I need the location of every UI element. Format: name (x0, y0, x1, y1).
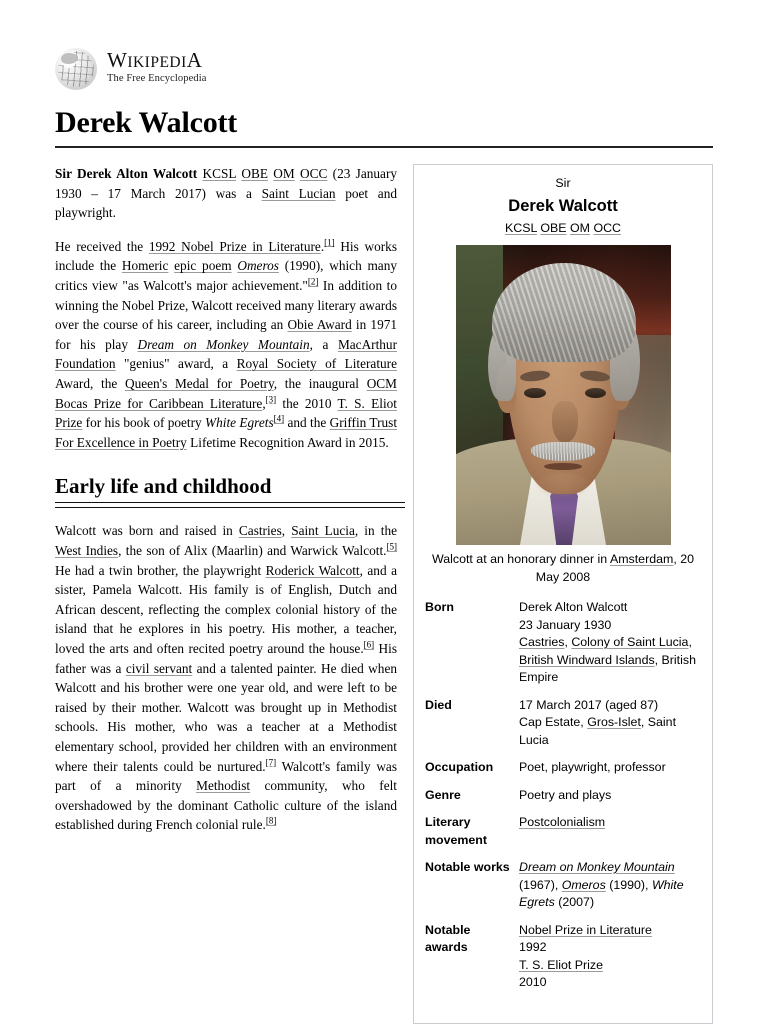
photo-eye-right (585, 388, 607, 399)
p2-s6: (1990), which many critics view "as Walcott's major achievement." (55, 258, 398, 293)
reference-link-8[interactable]: [8] (265, 815, 277, 826)
p2-s16: and the (284, 415, 330, 431)
born-sep-2: , (688, 635, 692, 649)
b-s10: community, who felt overshadowed by the dominant Catholic culture of the island established during French colonial rule. (55, 778, 397, 833)
p2-s7: In addition to winning the Nobel Prize, Walcott received many literary awards over the course of his career, including an (55, 277, 397, 333)
lead-link-saint-lucian[interactable]: Saint Lucian (261, 185, 336, 201)
wikipedia-globe-icon (55, 48, 97, 90)
link-ocm-bocas-prize[interactable]: OCM Bocas Prize for Caribbean Literature (55, 375, 397, 411)
reference-marker-8[interactable] (266, 816, 277, 826)
reference-marker-7[interactable] (266, 757, 277, 767)
wikipedia-wordmark (107, 48, 206, 84)
post-nominal-om[interactable]: OM (570, 220, 590, 235)
post-nominal-occ[interactable]: OCC (593, 220, 621, 235)
p2-s9: , a (309, 336, 338, 352)
b-s4: , the son of Alix (Maarlin) and Warwick Walcott. (118, 543, 387, 559)
award-link-ts-eliot-prize[interactable]: T. S. Eliot Prize (519, 957, 604, 972)
born-full-name: Derek Alton Walcott (519, 600, 628, 614)
p2-s14: the 2010 (276, 395, 338, 411)
section-paragraph-early-life (55, 521, 405, 835)
works-sep-2: (1990), (605, 877, 652, 892)
infobox-row-notable-works (414, 854, 712, 917)
infobox-value-genre: Poetry and plays (519, 787, 612, 802)
reference-marker-3[interactable] (266, 394, 277, 404)
portrait-photo-derek-walcott[interactable] (456, 245, 671, 545)
infobox-post-nominals (414, 216, 712, 246)
lead-paragraph-2 (55, 237, 405, 453)
article-columns (55, 164, 713, 989)
link-epic-poem[interactable]: epic poem (174, 258, 232, 274)
award-link-nobel-prize[interactable]: Nobel Prize in Literature (519, 922, 652, 937)
died-link-gros-islet[interactable]: Gros-Islet (587, 715, 641, 729)
works-sep-1: (1967), (519, 877, 562, 892)
link-west-indies[interactable]: West Indies (55, 543, 119, 559)
infobox-image-caption (414, 545, 712, 594)
infobox-image-cell (414, 245, 712, 545)
infobox (413, 164, 713, 1024)
caption-text-lead: Walcott at an honorary dinner in (432, 552, 610, 566)
link-royal-society-of-literature[interactable]: Royal Society of Literature (236, 356, 397, 372)
reference-marker-5[interactable] (387, 542, 398, 552)
link-queens-medal-for-poetry[interactable]: Queen's Medal for Poetry (124, 375, 274, 391)
photo-moustache (531, 442, 596, 462)
infobox-name: Derek Walcott (508, 196, 618, 215)
b-s9: Walcott's family was part of a minority (55, 758, 397, 794)
reference-marker-2[interactable] (308, 277, 319, 287)
caption-text-tail: , 20 May 2008 (535, 552, 694, 584)
section-heading-early-life: Early life and childhood (55, 474, 272, 499)
infobox-label-notable-works: Notable works (425, 860, 510, 874)
lead-paragraph-1 (55, 164, 405, 223)
born-link-colony-saint-lucia[interactable]: Colony of Saint Lucia (571, 635, 689, 649)
infobox-value-notable-awards (519, 917, 712, 997)
works-sep-3: (2007) (554, 895, 595, 909)
link-ts-eliot-prize[interactable]: T. S. Eliot Prize (55, 395, 397, 431)
link-civil-servant[interactable]: civil servant (125, 660, 193, 676)
reference-link-1[interactable]: [1] (324, 237, 335, 248)
p2-s10: "genius" award, a (115, 356, 237, 372)
link-macarthur-foundation[interactable]: MacArthur Foundation (55, 336, 398, 372)
infobox-honorific: Sir (555, 176, 571, 190)
wordmark-tagline: The Free Encyclopedia (107, 73, 207, 85)
award-nobel-year: 1992 (519, 940, 547, 954)
p2-s1: He received the (55, 238, 149, 254)
infobox-label-notable-awards: Notable awards (425, 922, 471, 954)
infobox-value-notable-works (519, 854, 712, 917)
born-sep-1: , (564, 635, 572, 649)
infobox-label-born: Born (425, 600, 454, 614)
died-place-tail: , Saint Lucia (519, 715, 677, 747)
infobox-row-died (414, 692, 712, 755)
article-body (55, 164, 405, 835)
b-s8: and a talented painter. He died when Walcott and his brother were one year old, and were left to be raised by their mother. Walcott was brought up in Methodist schools. His mother, who was a teacher at a Methodist elementary school, provided her children with an environment where their talents could be nurtured. (55, 660, 397, 774)
lead-link-kcsl[interactable]: KCSL (202, 166, 237, 181)
infobox-container (413, 164, 713, 1024)
section-divider (55, 502, 405, 508)
died-date: 17 March 2017 (aged 87) (519, 697, 659, 712)
link-castries[interactable]: Castries (238, 523, 282, 539)
b-s7: His father was a (55, 641, 397, 676)
lead-link-occ[interactable]: OCC (300, 166, 328, 181)
b-s3: , in the (354, 523, 397, 539)
born-sep-3: , British Empire (519, 652, 696, 684)
infobox-row-notable-awards (414, 917, 712, 997)
p2-s8: in 1971 for his play (55, 317, 398, 352)
work-link-omeros[interactable]: Omeros (561, 877, 606, 892)
lead-link-obe[interactable]: OBE (241, 166, 268, 181)
p2-s12: , the inaugural (273, 375, 367, 391)
photo-eye-left (524, 388, 546, 399)
infobox-row-born (414, 594, 712, 692)
title-divider (55, 146, 713, 148)
page-title: Derek Walcott (55, 106, 238, 139)
post-nominal-obe[interactable]: OBE (540, 220, 567, 235)
caption-link-amsterdam[interactable]: Amsterdam (609, 552, 674, 566)
lead-link-om[interactable]: OM (273, 166, 295, 181)
born-link-castries[interactable]: Castries (519, 635, 565, 649)
link-dream-on-monkey-mountain[interactable]: Dream on Monkey Mountain (137, 336, 310, 352)
work-link-dream-on-monkey-mountain[interactable]: Dream on Monkey Mountain (519, 860, 675, 874)
infobox-value-born (519, 594, 712, 692)
infobox-label-died: Died (425, 697, 452, 712)
wikipedia-masthead (55, 48, 713, 94)
b-s5: He had a twin brother, the playwright (55, 562, 266, 578)
link-methodist[interactable]: Methodist (196, 778, 251, 794)
died-place (519, 714, 701, 749)
subject-name-bold: Sir Derek Alton Walcott (55, 166, 198, 181)
died-place-lead: Cap Estate, (519, 715, 588, 729)
born-link-british-windward-islands[interactable]: British Windward Islands (519, 652, 655, 667)
wordmark-text: WIKIPEDIA (107, 48, 203, 72)
infobox-value-died (519, 692, 712, 755)
reference-link-4[interactable]: [4] (273, 413, 285, 424)
infobox-table (414, 594, 712, 997)
link-omeros[interactable]: Omeros (237, 258, 279, 274)
link-griffin-trust[interactable]: Griffin Trust For Excellence in Poetry (55, 415, 398, 450)
infobox-label-literary-movement: Literary movement (425, 815, 487, 847)
work-white-egrets: White Egrets (519, 877, 684, 909)
reference-marker-6[interactable] (364, 640, 375, 650)
reference-link-5[interactable]: [5] (386, 541, 397, 552)
photo-nose (552, 401, 578, 443)
link-saint-lucia[interactable]: Saint Lucia (291, 523, 355, 539)
award-nobel (519, 922, 701, 940)
infobox-label-genre: Genre (425, 787, 461, 802)
reference-marker-1[interactable] (324, 237, 335, 247)
lead-tail: poet and playwright. (55, 185, 397, 221)
reference-link-3[interactable]: [3] (265, 394, 277, 405)
link-nobel-prize-literature[interactable]: 1992 Nobel Prize in Literature (148, 238, 321, 254)
infobox-value-occupation: Poet, playwright, professor (519, 760, 666, 774)
award-eliot (519, 957, 701, 975)
link-obie-award[interactable]: Obie Award (287, 317, 352, 333)
born-date: 23 January 1930 (519, 617, 612, 632)
link-roderick-walcott[interactable]: Roderick Walcott (265, 562, 360, 578)
photo-chin (533, 473, 593, 500)
b-s2: , (281, 523, 292, 539)
p2-s2: . (320, 238, 325, 254)
p2-s15: for his book of poetry (82, 415, 206, 431)
born-place (519, 634, 701, 687)
link-homeric[interactable]: Homeric (121, 258, 169, 274)
link-postcolonialism[interactable]: Postcolonialism (519, 815, 606, 829)
infobox-value-literary-movement (519, 809, 712, 854)
award-eliot-year: 2010 (519, 975, 547, 989)
infobox-row-literary-movement (414, 809, 712, 854)
p2-s3: His works include the (55, 238, 398, 274)
reference-marker-4[interactable] (274, 414, 285, 424)
reference-link-2[interactable]: [2] (307, 276, 319, 287)
reference-link-7[interactable]: [7] (265, 757, 277, 768)
p2-s11: Award, the (55, 375, 125, 391)
p2-s13: , (262, 395, 266, 411)
infobox-row-genre (414, 782, 712, 810)
b-s1: Walcott was born and raised in (55, 523, 239, 539)
post-nominal-kcsl[interactable]: KCSL (505, 220, 537, 235)
infobox-label-occupation: Occupation (425, 760, 494, 774)
title-white-egrets: White Egrets (205, 415, 274, 431)
b-s6: , and a sister, Pamela Walcott. His family is of English, Dutch and African descent, reflecting the complex colonial history of the island that he explores in his poetry. His mother, a teacher, loved the arts and often recited poetry around the house. (55, 562, 397, 657)
p2-s17: Lifetime Recognition Award in 2015. (186, 434, 389, 450)
lead-dates: (23 January 1930 – 17 March 2017) was a (55, 166, 398, 201)
reference-link-6[interactable]: [6] (363, 639, 375, 650)
infobox-row-occupation (414, 754, 712, 782)
